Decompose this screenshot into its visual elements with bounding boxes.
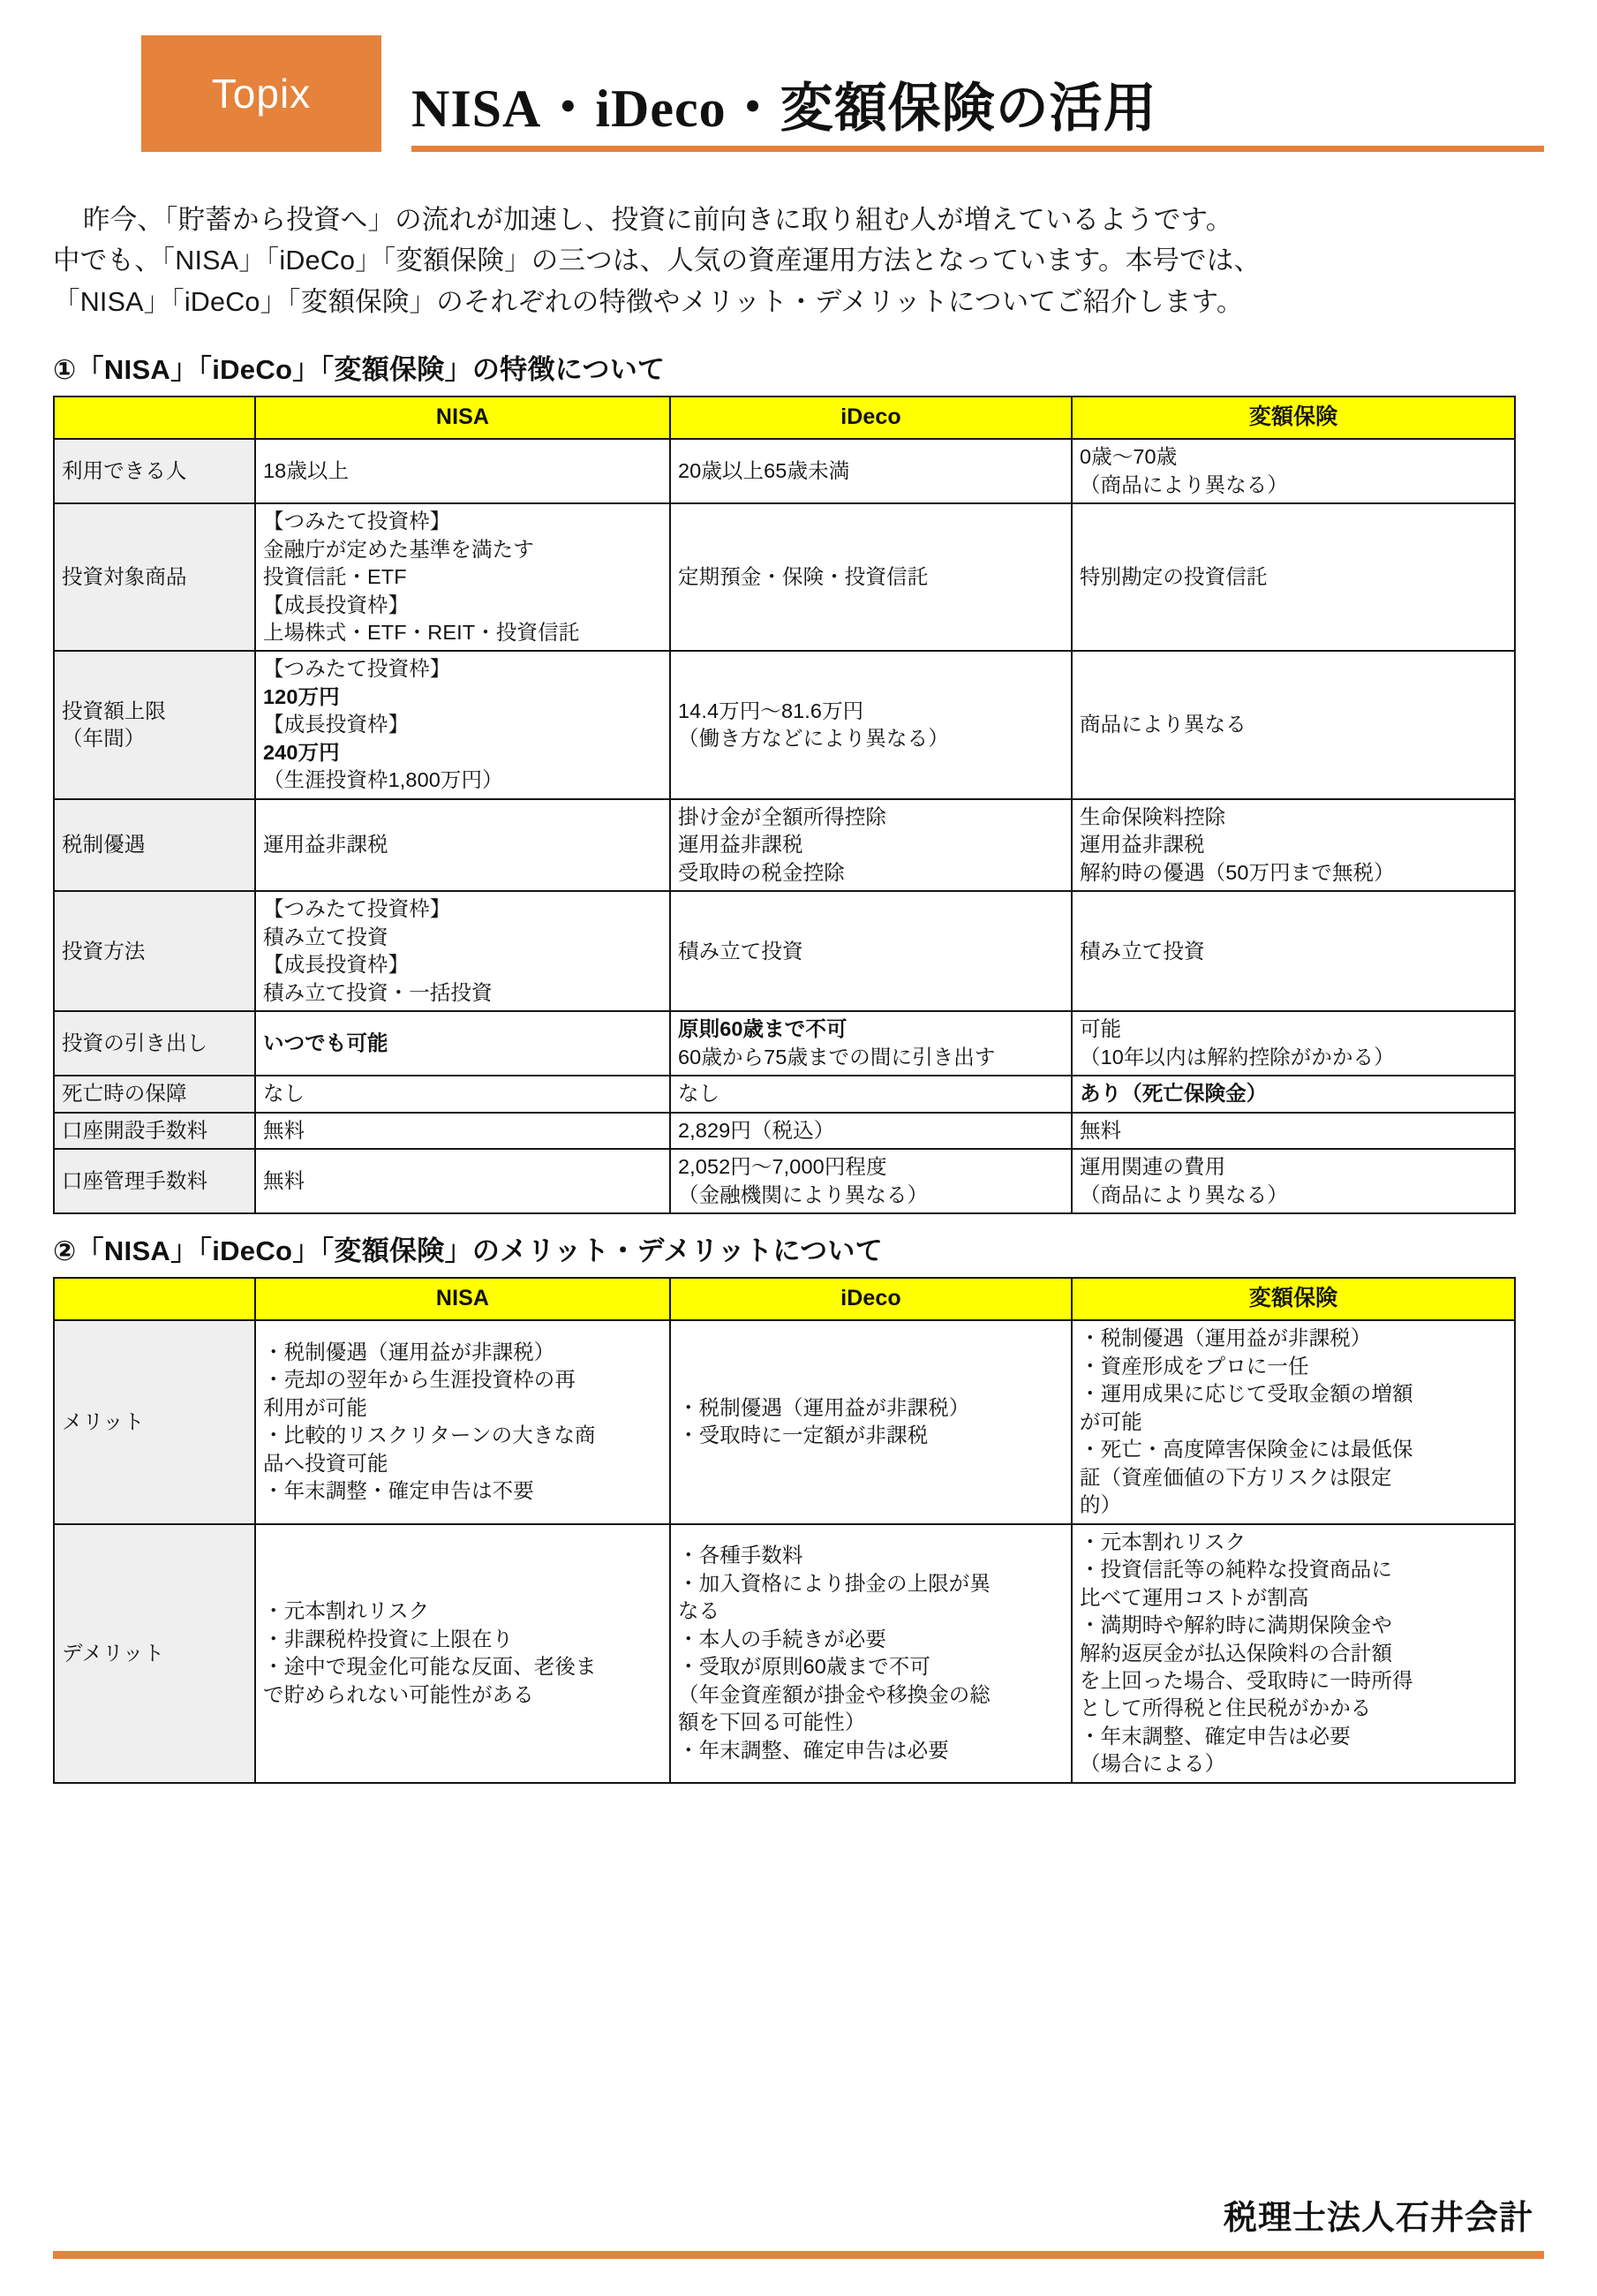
cell-ideco: 20歳以上65歳未満 xyxy=(678,458,850,482)
cell-ideco-demerit: ・各種手数料 ・加入資格により掛金の上限が異 なる ・本人の手続きが必要 ・受取が原則60歳まで不可 （年金資産額が掛金や移換金の総 額を下回る可能性） ・年末調整、確定申告は必要 xyxy=(678,1544,991,1762)
document-page xyxy=(0,35,1597,2296)
features-col-blank xyxy=(54,397,255,439)
cell-nisa-merit: ・税制優遇（運用益が非課税） ・売却の翌年から生涯投資枠の再 利用が可能 ・比較的リスクリターンの大きな商 品へ投資可能 ・年末調整・確定申告は不要 xyxy=(263,1340,596,1503)
cell-nisa: 【つみたて投資枠】 金融庁が定めた基準を満たす 投資信託・ETF 【成長投資枠】 上場株式・ETF・REIT・投資信託 xyxy=(263,510,580,644)
cell-ideco: 積み立て投資 xyxy=(678,939,803,963)
intro-line-3: 「NISA」「iDeCo」「変額保険」のそれぞれの特徴やメリット・デメリットについてご紹介します。 xyxy=(53,286,1244,317)
cell-nisa: 無料 xyxy=(263,1168,305,1192)
table-row xyxy=(54,503,1515,651)
cell-hengaku: 0歳〜70歳 （商品により異なる） xyxy=(1080,445,1288,496)
intro-line-2: 中でも、「NISA」「iDeCo」「変額保険」の三つは、人気の資産運用方法となっています。本号では、 xyxy=(53,245,1262,276)
cell-hengaku: 積み立て投資 xyxy=(1080,939,1205,963)
cell-ideco: 掛け金が全額所得控除 運用益非課税 受取時の税金控除 xyxy=(678,804,886,884)
cell-nisa: 18歳以上 xyxy=(263,458,350,482)
cell-ideco: 定期預金・保険・投資信託 xyxy=(678,565,929,589)
row-label-line-2: （年間） xyxy=(62,727,146,751)
features-col-hengaku: 変額保険 xyxy=(1072,397,1515,439)
merits-table xyxy=(53,1277,1516,1784)
features-table xyxy=(53,396,1516,1214)
cell-ideco: 14.4万円〜81.6万円 （働き方などにより異なる） xyxy=(678,699,949,751)
merits-col-nisa: NISA xyxy=(255,1278,670,1320)
topix-badge xyxy=(141,35,381,152)
cell-nisa: 運用益非課税 xyxy=(263,833,388,857)
table-row xyxy=(54,439,1515,503)
table-header-row xyxy=(54,397,1515,439)
table-row xyxy=(54,1076,1515,1112)
table-row xyxy=(54,651,1515,798)
cell-ideco: 原則60歳まで不可 60歳から75歳までの間に引き出す xyxy=(678,1017,996,1069)
merits-col-hengaku: 変額保険 xyxy=(1072,1278,1515,1320)
section-1-heading: ①「NISA」「iDeCo」「変額保険」の特徴について xyxy=(53,354,666,386)
document-footer xyxy=(53,2190,1544,2259)
cell-hengaku: 商品により異なる xyxy=(1080,713,1247,736)
section-2-heading: ②「NISA」「iDeCo」「変額保険」のメリット・デメリットについて xyxy=(53,1235,884,1267)
row-label: 投資方法 xyxy=(54,891,255,1011)
row-label: 利用できる人 xyxy=(54,439,255,503)
cell-nisa: いつでも可能 xyxy=(263,1031,388,1055)
row-label-demerit: デメリット xyxy=(54,1524,255,1783)
cell-hengaku: 運用関連の費用 （商品により異なる） xyxy=(1080,1155,1288,1206)
intro-paragraph xyxy=(53,200,1544,322)
cell-hengaku: 無料 xyxy=(1080,1118,1122,1142)
row-label: 税制優遇 xyxy=(54,799,255,891)
document-header xyxy=(53,35,1544,177)
table-header-row xyxy=(54,1278,1515,1320)
title-block xyxy=(381,35,1544,152)
cell-nisa: なし xyxy=(263,1082,305,1106)
row-label: 口座開設手数料 xyxy=(54,1113,255,1149)
cell-nisa: 無料 xyxy=(263,1118,305,1142)
cell-hengaku: 生命保険料控除 運用益非課税 解約時の優遇（50万円まで無税） xyxy=(1080,804,1395,884)
row-label: 死亡時の保障 xyxy=(54,1076,255,1112)
cell-nisa: 【つみたて投資枠】 120万円 【成長投資枠】 240万円 （生涯投資枠1,800万円） xyxy=(263,657,503,792)
cell-ideco-merit: ・税制優遇（運用益が非課税） ・受取時に一定額が非課税 xyxy=(678,1395,970,1447)
company-name: 税理士法人石井会計 xyxy=(1223,2200,1533,2237)
row-label: 投資の引き出し xyxy=(54,1011,255,1076)
table-row xyxy=(54,1149,1515,1213)
row-label: 口座管理手数料 xyxy=(54,1149,255,1213)
row-label-merit: メリット xyxy=(54,1320,255,1523)
table-row xyxy=(54,1524,1515,1783)
row-label: 投資対象商品 xyxy=(54,503,255,651)
cell-ideco: 2,829円（税込） xyxy=(678,1118,835,1142)
features-col-nisa: NISA xyxy=(255,397,670,439)
cell-hengaku: 可能 （10年以内は解約控除がかかる） xyxy=(1080,1017,1395,1069)
table-row xyxy=(54,1011,1515,1076)
table-row xyxy=(54,891,1515,1011)
table-row xyxy=(54,799,1515,891)
topix-label: Topix xyxy=(211,71,312,117)
cell-nisa: 【つみたて投資枠】 積み立て投資 【成長投資枠】 積み立て投資・一括投資 xyxy=(263,897,493,1004)
table-row xyxy=(54,1113,1515,1149)
row-label xyxy=(54,651,255,798)
page-title: NISA・iDeco・変額保険の活用 xyxy=(411,79,1157,138)
cell-ideco: なし xyxy=(678,1082,720,1106)
cell-hengaku: 特別勘定の投資信託 xyxy=(1080,565,1268,589)
merits-col-ideco: iDeco xyxy=(670,1278,1072,1320)
cell-hengaku-merit: ・税制優遇（運用益が非課税） ・資産形成をプロに一任 ・運用成果に応じて受取金額の増額 が可能 ・死亡・高度障害保険金には最低保 証（資産価値の下方リスクは限定 的） xyxy=(1080,1326,1413,1517)
cell-nisa-demerit: ・元本割れリスク ・非課税枠投資に上限在り ・途中で現金化可能な反面、老後ま で貯められない可能性がある xyxy=(263,1599,597,1706)
row-label-line-1: 投資額上限 xyxy=(62,699,166,722)
merits-col-blank xyxy=(54,1278,255,1320)
footer-accent-rule xyxy=(53,2251,1544,2259)
cell-ideco: 2,052円〜7,000円程度 （金融機関により異なる） xyxy=(678,1155,929,1206)
intro-line-1: 昨今、「貯蓄から投資へ」の流れが加速し、投資に前向きに取り組む人が増えているようです。 xyxy=(83,205,1233,235)
features-col-ideco: iDeco xyxy=(670,397,1072,439)
table-row xyxy=(54,1320,1515,1523)
cell-hengaku: あり（死亡保険金） xyxy=(1080,1082,1268,1106)
title-underline-rule xyxy=(411,146,1544,152)
cell-hengaku-demerit: ・元本割れリスク ・投資信託等の純粋な投資商品に 比べて運用コストが割高 ・満期時や解約時に満期保険金や 解約返戻金が払込保険料の合計額 を上回った場合、受取時に一時所得 として所得税と住民税がかかる ・年末調整、確定申告は必要 （場合による） xyxy=(1080,1529,1413,1776)
